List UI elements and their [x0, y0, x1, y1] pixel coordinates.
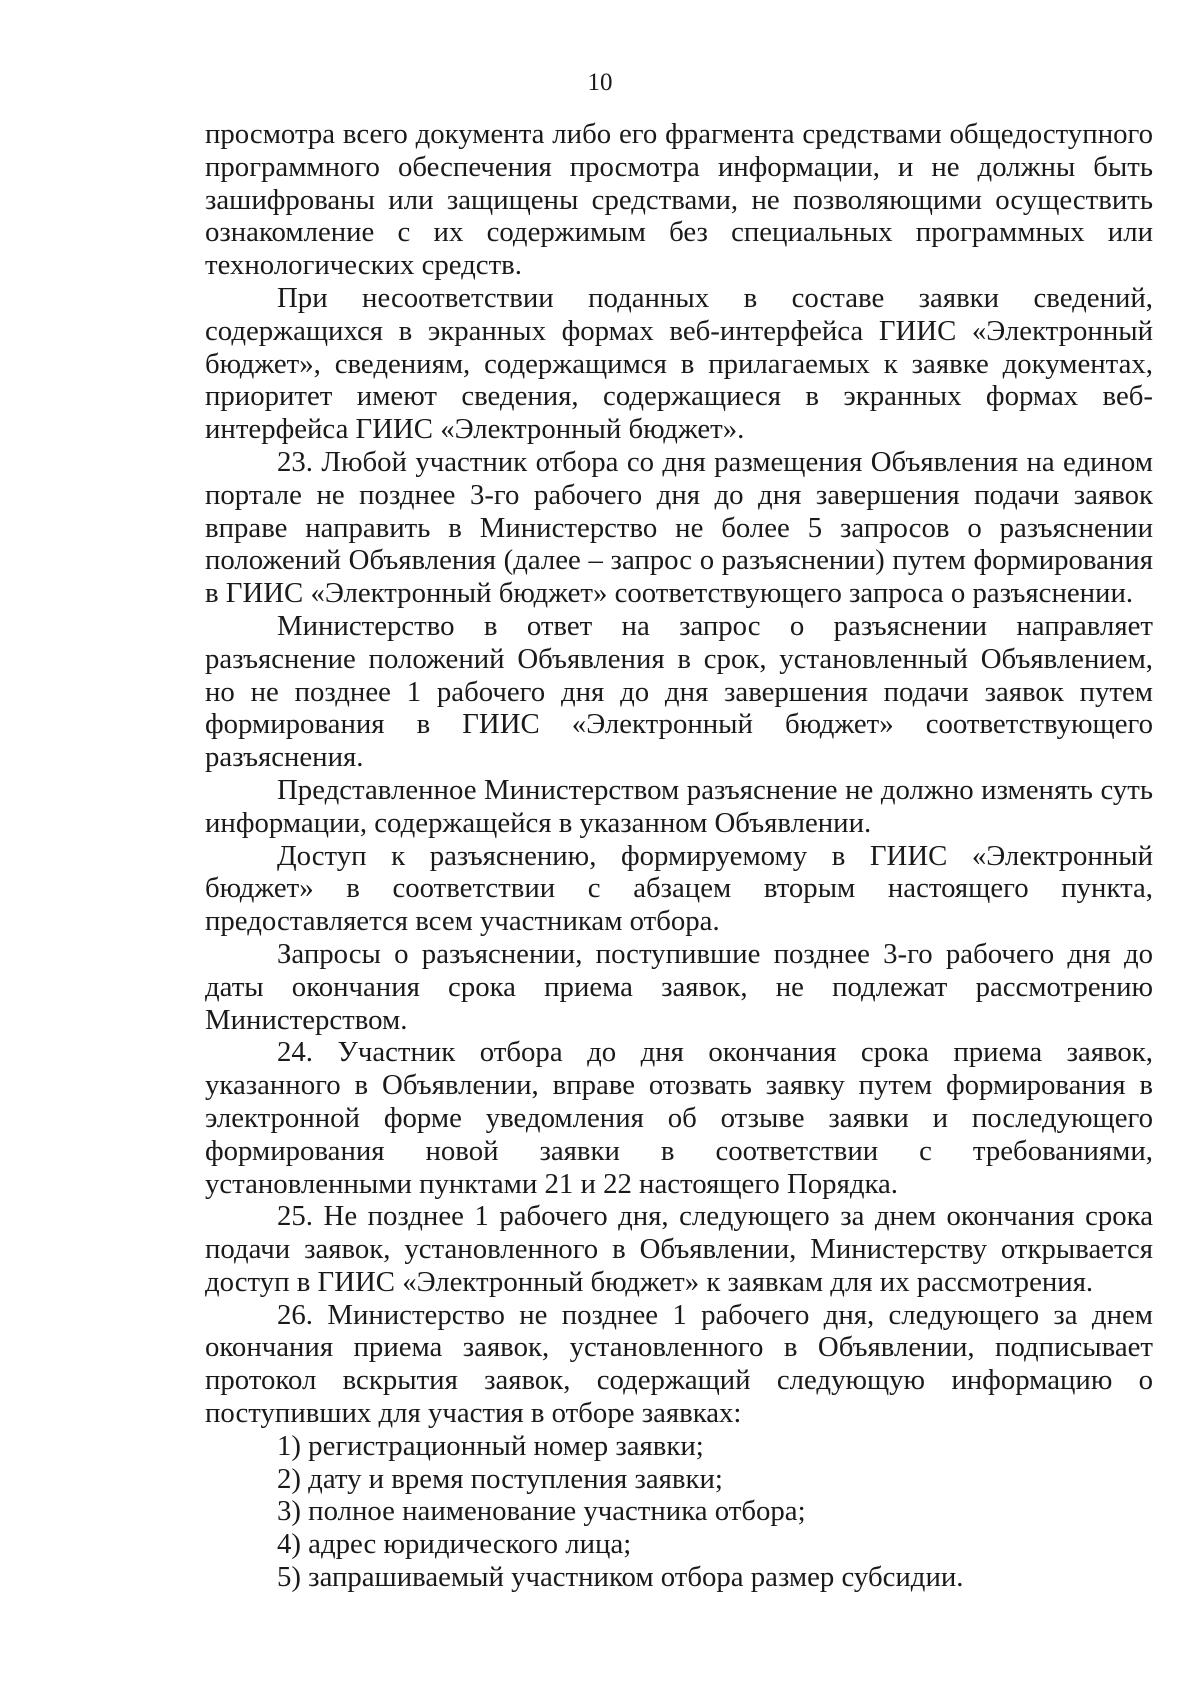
paragraph: Министерство в ответ на запрос о разъяснении направляет разъяснение положений Объявления в срок, установленный Объявлением, но не позднее 1 рабочего дня до дня завершения подачи заявок путем формирования в ГИИС «Электронный бюджет» соответствующего разъяснения.: [205, 609, 1153, 774]
paragraph: Представленное Министерством разъяснение не должно изменять суть информации, содержащейся в указанном Объявлении.: [205, 773, 1153, 839]
document-body: [205, 118, 1153, 1594]
list-item: 3) полное наименование участника отбора;: [277, 1495, 806, 1528]
paragraph: Доступ к разъяснению, формируемому в ГИИС «Электронный бюджет» в соответствии с абзацем вторым настоящего пункта, предоставляется всем участникам отбора.: [205, 839, 1153, 938]
paragraph-item-24: 24. Участник отбора до дня окончания срока приема заявок, указанного в Объявлении, вправе отозвать заявку путем формирования в электронной форме уведомления об отзыве заявки и последующего формирования новой заявки в соответствии с требованиями, установленными пунктами 21 и 22 настоящего Порядка.: [205, 1036, 1153, 1200]
paragraph: При несоответствии поданных в составе заявки сведений, содержащихся в экранных формах веб-интерфейса ГИИС «Электронный бюджет», сведениям, содержащимся в прилагаемых к заявке документах, приоритет имеют сведения, содержащиеся в экранных формах веб-интерфейса ГИИС «Электронный бюджет».: [205, 281, 1153, 446]
list-item: 2) дату и время поступления заявки;: [277, 1462, 723, 1495]
list-item: 1) регистрационный номер заявки;: [277, 1429, 704, 1462]
page-number: 10: [587, 69, 613, 96]
paragraph: Запросы о разъяснении, поступившие позднее 3-го рабочего дня до даты окончания срока приема заявок, не подлежат рассмотрению Министерством.: [205, 937, 1153, 1036]
paragraph-item-25: 25. Не позднее 1 рабочего дня, следующего за днем окончания срока подачи заявок, установленного в Объявлении, Министерству открывается доступ в ГИИС «Электронный бюджет» к заявкам для их рассмотрения.: [205, 1200, 1153, 1298]
list-item: 4) адрес юридического лица;: [277, 1528, 632, 1561]
list-item: 5) запрашиваемый участником отбора размер субсидии.: [277, 1561, 964, 1594]
paragraph-item-23: 23. Любой участник отбора со дня размещения Объявления на едином портале не позднее 3-го рабочего дня до дня завершения подачи заявок вправе направить в Министерство не более 5 запросов о разъяснении положений Объявления (далее – запрос о разъяснении) путем формирования в ГИИС «Электронный бюджет» соответствующего запроса о разъяснении.: [205, 445, 1153, 610]
paragraph-item-26: 26. Министерство не позднее 1 рабочего дня, следующего за днем окончания приема заявок, установленного в Объявлении, подписывает протокол вскрытия заявок, содержащий следующую информацию о поступивших для участия в отборе заявках:: [205, 1298, 1153, 1430]
paragraph: просмотра всего документа либо его фрагмента средствами общедоступного программного обеспечения просмотра информации, и не должны быть зашифрованы или защищены средствами, не позволяющими осуществить ознакомление с их содержимым без специальных программных или технологических средств.: [205, 118, 1153, 282]
